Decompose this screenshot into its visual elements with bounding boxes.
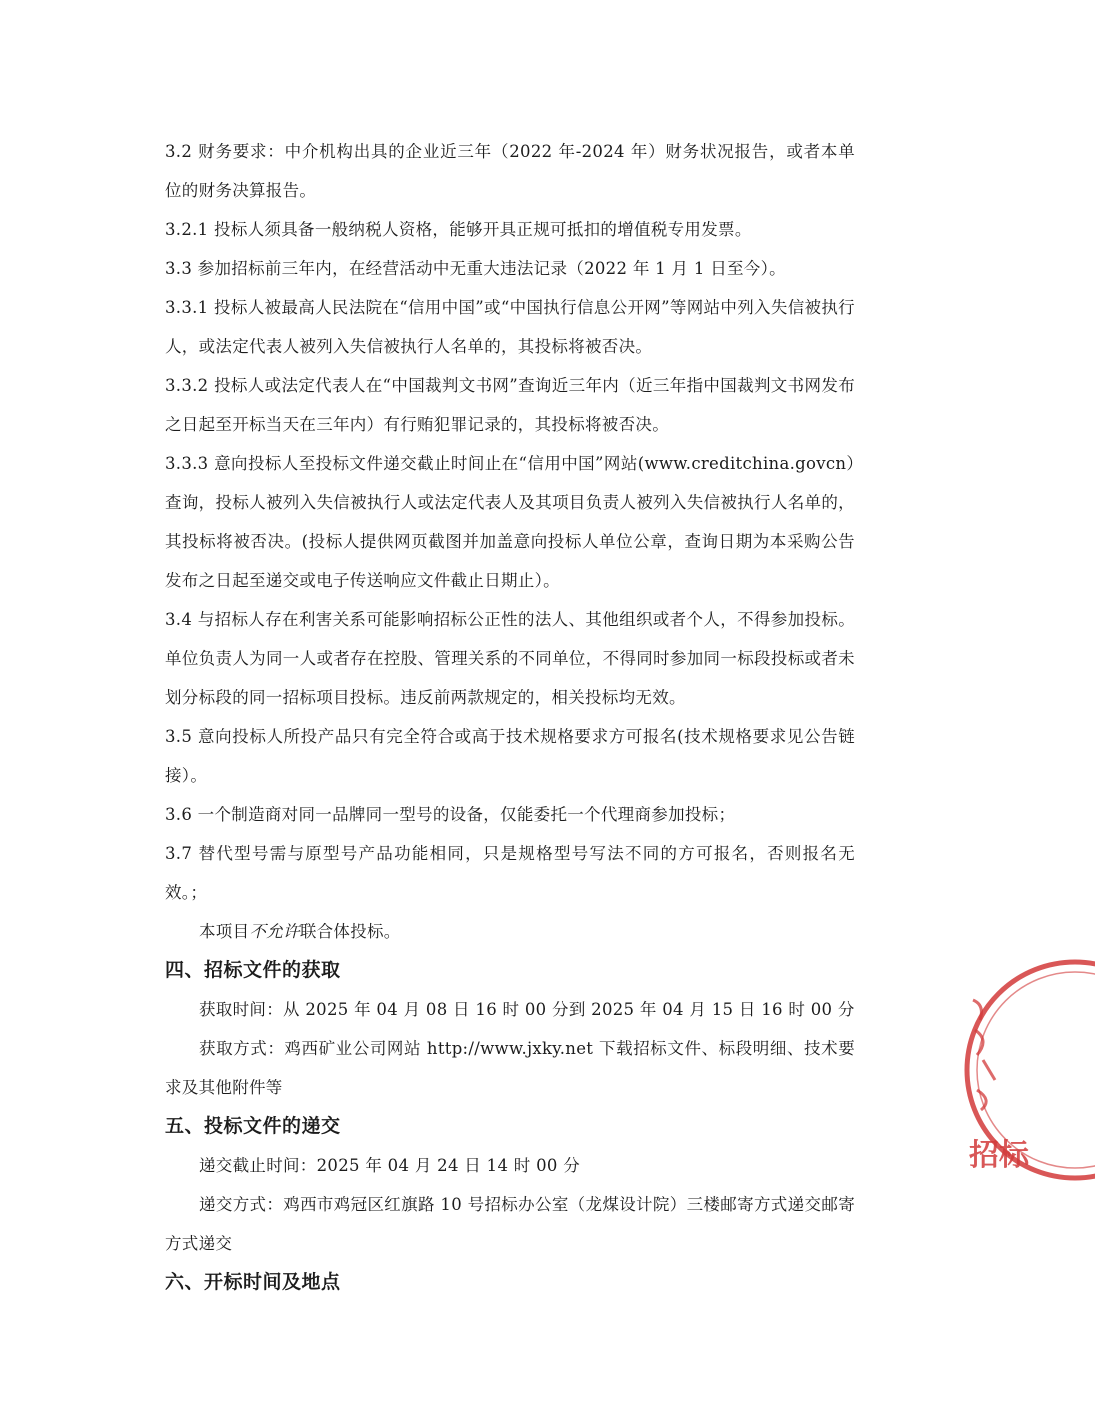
clause-3-3-1: 3.3.1 投标人被最高人民法院在“信用中国”或“中国执行信息公开网”等网站中列入失信被执行人，或法定代表人被列入失信被执行人名单的，其投标将被否决。	[165, 298, 855, 356]
acquisition-method: 获取方式：鸡西矿业公司网站 http://www.jxky.net 下载招标文件、标段明细、技术要求及其他附件等	[165, 1039, 855, 1097]
clause-3-5: 3.5 意向投标人所投产品只有完全符合或高于技术规格要求方可报名(技术规格要求见公告链接）。	[165, 727, 855, 785]
red-seal-stamp	[955, 960, 1095, 1180]
document-body	[165, 132, 855, 1302]
joint-italic: 不允许	[249, 922, 300, 941]
clause-3-4: 3.4 与招标人存在利害关系可能影响招标公正性的法人、其他组织或者个人，不得参加投标。单位负责人为同一人或者存在控股、管理关系的不同单位，不得同时参加同一标段投标或者未划分标段的同一招标项目投标。违反前两款规定的，相关投标均无效。	[165, 610, 855, 707]
clause-3-3-2: 3.3.2 投标人或法定代表人在“中国裁判文书网”查询近三年内（近三年指中国裁判文书网发布之日起至开标当天在三年内）有行贿犯罪记录的，其投标将被否决。	[165, 376, 855, 434]
submission-deadline: 递交截止时间：2025 年 04 月 24 日 14 时 00 分	[199, 1156, 581, 1175]
section-4-heading: 四、招标文件的获取	[165, 959, 341, 981]
seal-text: 招标	[969, 1138, 1029, 1173]
section-5-heading: 五、投标文件的递交	[165, 1115, 341, 1137]
clause-3-2: 3.2 财务要求：中介机构出具的企业近三年（2022 年-2024 年）财务状况报告，或者本单位的财务决算报告。	[165, 142, 855, 200]
clause-3-7: 3.7 替代型号需与原型号产品功能相同，只是规格型号写法不同的方可报名，否则报名无效。；	[165, 844, 855, 902]
clause-3-3: 3.3 参加招标前三年内，在经营活动中无重大违法记录（2022 年 1 月 1 日至今）。	[165, 259, 786, 278]
joint-bid-statement	[165, 912, 855, 951]
seal-graphic	[955, 960, 1095, 1180]
clause-3-6: 3.6 一个制造商对同一品牌同一型号的设备，仅能委托一个代理商参加投标；	[165, 805, 736, 824]
section-6-heading: 六、开标时间及地点	[165, 1271, 341, 1293]
joint-suffix: 联合体投标。	[299, 922, 401, 941]
clause-3-3-3: 3.3.3 意向投标人至投标文件递交截止时间止在“信用中国”网站(www.creditchina.govcn）查询，投标人被列入失信被执行人或法定代表人及其项目负责人被列入失信被执行人名单的，其投标将被否决。(投标人提供网页截图并加盖意向投标人单位公章，查询日期为本采购公告发布之日起至递交或电子传送响应文件截止日期止）。	[165, 454, 855, 590]
joint-prefix: 本项目	[199, 922, 250, 941]
clause-3-2-1: 3.2.1 投标人须具备一般纳税人资格，能够开具正规可抵扣的增值税专用发票。	[165, 220, 752, 239]
submission-method: 递交方式：鸡西市鸡冠区红旗路 10 号招标办公室（龙煤设计院）三楼邮寄方式递交邮寄方式递交	[165, 1195, 855, 1253]
acquisition-time: 获取时间：从 2025 年 04 月 08 日 16 时 00 分到 2025 年 04 月 15 日 16 时 00 分	[199, 1000, 855, 1019]
